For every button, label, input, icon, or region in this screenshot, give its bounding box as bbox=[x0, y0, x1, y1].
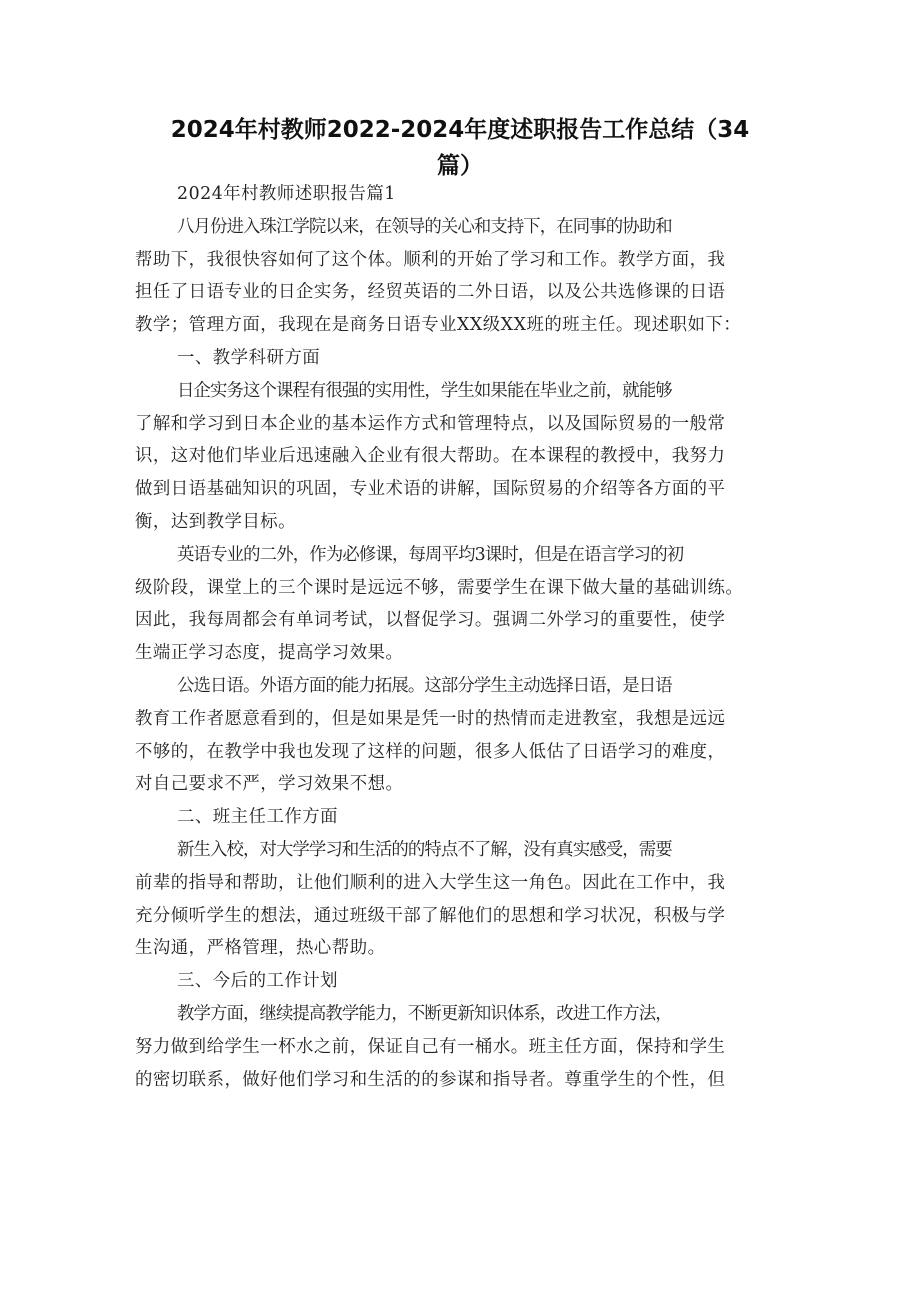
paragraph-elective-japanese bbox=[135, 670, 785, 801]
text-line: 教学方面，继续提高教学能力，不断更新知识体系，改进工作方法， bbox=[177, 1003, 672, 1024]
text-line: 因此，我每周都会有单词考试，以督促学习。强调二外学习的重要性，使学 bbox=[135, 610, 726, 631]
section-heading-teaching: 一、教学科研方面 bbox=[177, 347, 321, 368]
paragraph-future-plan bbox=[135, 998, 785, 1096]
text-line: 八月份进入珠江学院以来，在领导的关心和支持下，在同事的协助和 bbox=[177, 216, 672, 237]
title-line-1: 2024年村教师2022-2024年度述职报告工作总结（34 bbox=[170, 117, 750, 143]
text-line: 的密切联系，做好他们学习和生活的的参谋和指导者。尊重学生的个性，但 bbox=[135, 1069, 726, 1090]
text-line: 帮助下，我很快容如何了这个体。顺利的开始了学习和工作。教学方面，我 bbox=[135, 249, 726, 270]
paragraph-second-language bbox=[135, 539, 785, 670]
text-line: 公选日语。外语方面的能力拓展。这部分学生主动选择日语，是日语 bbox=[177, 675, 672, 696]
text-line: 教学；管理方面，我现在是商务日语专业XX级XX班的班主任。现述职如下： bbox=[135, 315, 742, 336]
text-line: 生沟通，严格管理，热心帮助。 bbox=[135, 938, 386, 959]
text-line: 对自己要求不严，学习效果不想。 bbox=[135, 774, 404, 795]
section-heading-future-plan: 三、今后的工作计划 bbox=[177, 971, 339, 992]
text-line: 识，这对他们毕业后迅速融入企业有很大帮助。在本课程的教授中，我努力 bbox=[135, 446, 726, 467]
text-line: 做到日语基础知识的巩固，专业术语的讲解，国际贸易的介绍等各方面的平 bbox=[135, 479, 726, 500]
text-line: 级阶段，课堂上的三个课时是远远不够，需要学生在课下做大量的基础训练。 bbox=[135, 577, 744, 598]
text-line: 充分倾听学生的想法，通过班级干部了解他们的思想和学习状况，积极与学 bbox=[135, 905, 726, 926]
text-line: 新生入校，对大学学习和生活的的特点不了解，没有真实感受，需要 bbox=[177, 839, 672, 860]
text-line: 担任了日语专业的日企实务，经贸英语的二外日语，以及公共选修课的日语 bbox=[135, 282, 726, 303]
paragraph-class-management bbox=[135, 834, 785, 965]
section-heading-class-teacher: 二、班主任工作方面 bbox=[177, 807, 339, 828]
section-subtitle: 2024年村教师述职报告篇1 bbox=[177, 184, 396, 204]
text-line: 日企实务这个课程有很强的实用性，学生如果能在毕业之前，就能够 bbox=[177, 380, 672, 401]
text-line: 生端正学习态度，提高学习效果。 bbox=[135, 643, 404, 664]
document-title bbox=[120, 112, 800, 184]
text-line: 衡，达到教学目标。 bbox=[135, 511, 297, 532]
title-line-2: 篇） bbox=[437, 153, 483, 179]
document-body bbox=[135, 178, 785, 1096]
text-line: 英语专业的二外，作为必修课，每周平均3课时，但是在语言学习的初 bbox=[177, 544, 684, 565]
text-line: 努力做到给学生一杯水之前，保证自己有一桶水。班主任方面，保持和学生 bbox=[135, 1036, 726, 1057]
text-line: 前辈的指导和帮助，让他们顺利的进入大学生这一角色。因此在工作中，我 bbox=[135, 872, 726, 893]
text-line: 了解和学习到日本企业的基本运作方式和管理特点，以及国际贸易的一般常 bbox=[135, 413, 726, 434]
text-line: 不够的，在教学中我也发现了这样的问题，很多人低估了日语学习的难度， bbox=[135, 741, 726, 762]
intro-paragraph bbox=[135, 211, 785, 342]
text-line: 教育工作者愿意看到的，但是如果是凭一时的热情而走进教室，我想是远远 bbox=[135, 708, 726, 729]
paragraph-business-practice bbox=[135, 375, 785, 539]
